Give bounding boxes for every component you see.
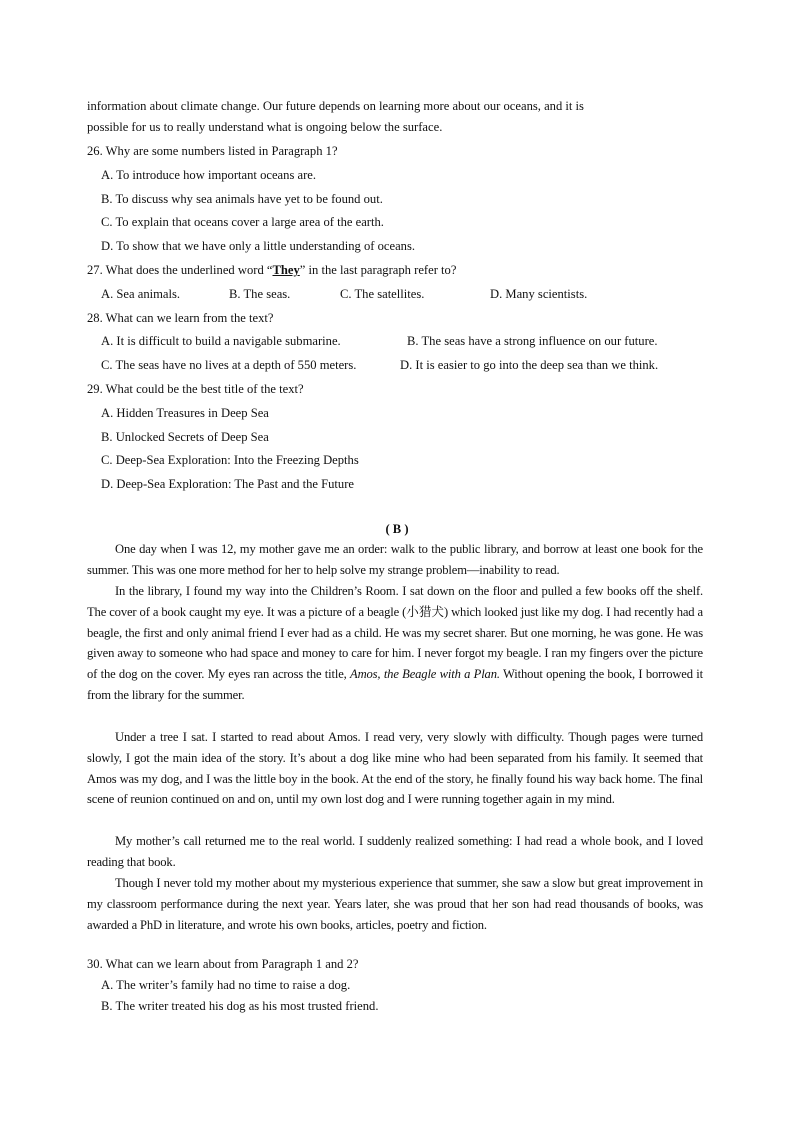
q27-option-d: D. Many scientists. [490,287,588,301]
q27-option-c: C. The satellites. [340,287,425,301]
passage-paragraph-1: One day when I was 12, my mother gave me an order: walk to the public library, and borrow at least one book for the summer. This was one more method for her to help solve my strange problem—inability to read. [87,542,703,577]
q26-option-d: D. To show that we have only a little understanding of oceans. [101,239,416,253]
q27-option-b: B. The seas. [229,287,291,301]
question-30: 30. What can we learn about from Paragraph 1 and 2? [87,957,359,971]
passage-paragraph-4: My mother’s call returned me to the real world. I suddenly realized something: I had read a whole book, and I loved reading that book. [87,834,703,869]
q27-text-before: 27. What does the underlined word “ [87,263,273,277]
passage-paragraph-5: Though I never told my mother about my mysterious experience that summer, she saw a slow but great improvement in my classroom performance during the next year. Years later, she was proud that her son had read thousands of books, was awarded a PhD in literature, and wrote his own books, articles, poetry and fiction. [87,876,703,932]
q26-option-c: C. To explain that oceans cover a large area of the earth. [101,215,384,229]
passage-paragraph-3: Under a tree I sat. I started to read about Amos. I read very, very slowly with difficulty. Though pages were turned slowly, I got the main idea of the story. It’s about a dog like mine who had been separated from his family. It seemed that Amos was my dog, and I was the little boy in the book. At the end of the story, he finally found his way back home. The final scene of reunion continued on and on, until my own lost dog and I were running together again in my mind. [87,730,703,807]
intro-line-2: possible for us to really understand what is ongoing below the surface. [87,120,443,134]
q29-option-c: C. Deep-Sea Exploration: Into the Freezing Depths [101,453,359,467]
q29-option-a: A. Hidden Treasures in Deep Sea [101,406,269,420]
section-b-heading: ( B ) [385,522,409,536]
q29-option-d: D. Deep-Sea Exploration: The Past and the Future [101,477,354,491]
q28-option-a: A. It is difficult to build a navigable submarine. [101,334,341,348]
intro-line-1: information about climate change. Our future depends on learning more about our oceans, and it is [87,99,584,113]
question-26: 26. Why are some numbers listed in Paragraph 1? [87,144,338,158]
q27-text-after: ” in the last paragraph refer to? [299,263,457,277]
q28-option-b: B. The seas have a strong influence on our future. [407,334,658,348]
paragraph-2-end: Without opening the book, I borrowed it from the library for the summer. [87,667,703,702]
q27-underlined-word: They [272,263,300,277]
q28-option-c: C. The seas have no lives at a depth of 550 meters. [101,358,357,372]
paragraph-2-body: In the library, I found my way into the Children’s Room. I sat down on the floor and pulled a few books off the shelf. The cover of a book caught my eye. It was a picture of a beagle (小猎犬) which looked just like my dog. I had recently had a beagle, the first and only animal friend I ever had as a child. He was my secret sharer. But one morning, he was gone. He was given away to someone who had space and money to care for him. I never forgot my beagle. I ran my fingers over the picture of the dog on the cover. My eyes ran across the title, [87,584,703,682]
book-title: Amos, the Beagle with a Plan. [350,667,500,682]
question-29: 29. What could be the best title of the text? [87,382,304,396]
q28-option-d: D. It is easier to go into the deep sea than we think. [400,358,659,372]
q29-option-b: B. Unlocked Secrets of Deep Sea [101,430,269,444]
passage-paragraph-2 [87,581,703,706]
q30-option-b: B. The writer treated his dog as his most trusted friend. [101,999,379,1013]
question-27 [87,262,707,278]
q26-option-b: B. To discuss why sea animals have yet to be found out. [101,192,383,206]
q26-option-a: A. To introduce how important oceans are. [101,168,317,182]
q27-option-a: A. Sea animals. [101,287,181,301]
q30-option-a: A. The writer’s family had no time to raise a dog. [101,978,351,992]
question-28: 28. What can we learn from the text? [87,311,274,325]
